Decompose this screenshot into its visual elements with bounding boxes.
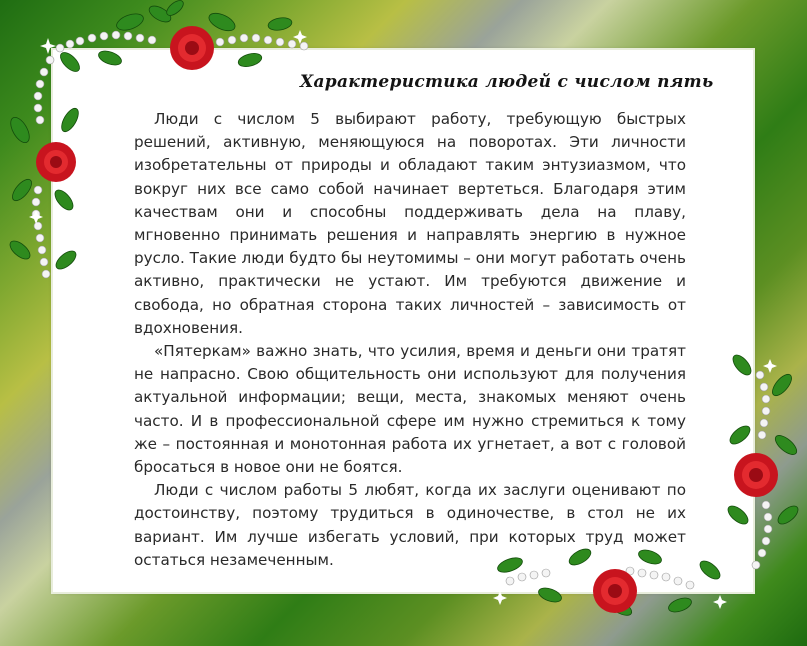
page-title: Характеристика людей с числом пять bbox=[300, 72, 714, 92]
paragraph-2: «Пятеркам» важно знать, что усилия, время и деньги они тратят не напрасно. Свою общительность они используют для получения актуальной информации; вещи, места, знакомых меняют очень часто. И в профессиональной сфере им нужно стремиться к тому же – постоянная и монотонная работа их угнетает, а вот с головой бросаться в новое они не боятся. bbox=[134, 342, 686, 477]
article-body bbox=[134, 108, 686, 572]
paragraph-3: Люди с числом работы 5 любят, когда их заслуги оценивают по достоинству, поэтому трудиться в одиночестве, в стол не их вариант. Им лучше избегать условий, при которых труд может остаться незамеченным. bbox=[134, 481, 686, 569]
paragraph-1: Люди с числом 5 выбирают работу, требующую быстрых решений, активную, меняющуюся на поворотах. Эти личности изобретательны от природы и обладают таким энтузиазмом, что вокруг них все само собой начинает вертеться. Благодаря этим качествам они и способны поддерживать дела на плаву, мгновенно принимать решения и направлять энергию в нужное русло. Такие люди будто бы неутомимы – они могут работать очень активно, практически не устают. Им требуются движение и свобода, но обратная сторона таких личностей – зависимость от вдохновения. bbox=[134, 110, 686, 337]
